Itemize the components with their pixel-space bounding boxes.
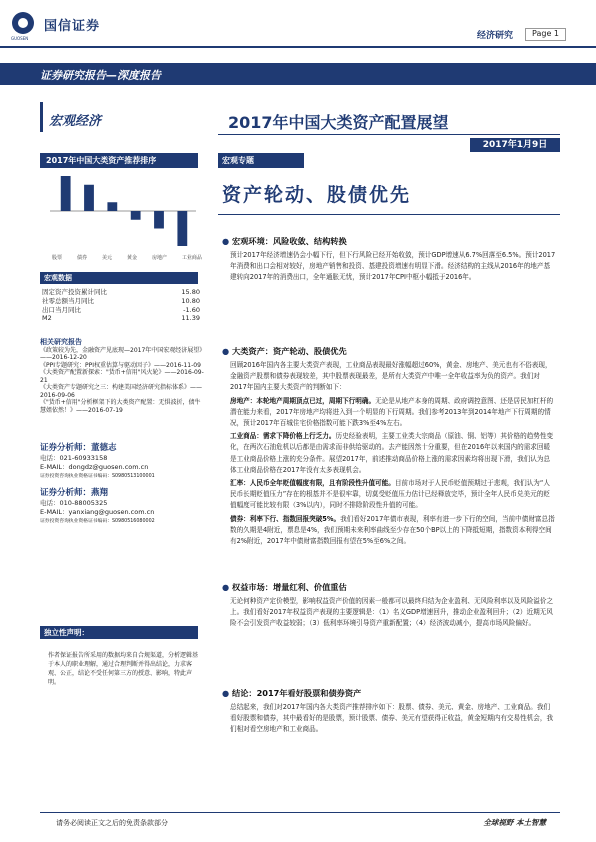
analyst-phone: 电话：010-88005325	[40, 499, 108, 507]
analyst-card	[40, 442, 205, 481]
paragraph-text: 历史经验表明，主要工业类大宗商品（原油、铜、铝等）其价格的趋势性变化，在两次石油危机以后都是由需求而非供给驱动的。去产能因然十分重要，但在2016年以来国内的需求回暖是工业商品价格上涨的充分条件。展望2017年，前述推动商品价格上涨的需求因素均将出现下滑，我们认为总体工业商品价格在2017年没有太多表现机会。	[230, 432, 554, 474]
paragraph-lead: 汇率：人民币全年贬值幅度有限，且有阶段性升值可能。	[230, 479, 395, 488]
footer-slogan: 全球视野 本土智慧	[483, 818, 546, 827]
tick-label: 黄金	[126, 255, 137, 261]
main-rule	[218, 214, 560, 215]
paragraph	[230, 360, 556, 394]
paragraph	[230, 596, 556, 630]
section-body	[230, 702, 556, 738]
paragraph	[230, 478, 556, 512]
paragraph	[230, 702, 556, 736]
related-report-link[interactable]: 《"货币+信用"分析框架下的大类资产配置：无惧波折，债牛慧姐依然！》——2016-07-19	[40, 399, 201, 414]
paragraph-lead: 债券：利率下行、指数回报突破5%。	[230, 514, 341, 523]
paragraph	[230, 250, 556, 284]
page-number: Page 1	[525, 28, 566, 41]
analyst-email[interactable]: E-MAIL：dongdz@guosen.com.cn	[40, 463, 149, 471]
series-label: 证券研究报告—深度报告	[40, 69, 161, 82]
bar-房地产	[154, 211, 164, 229]
tick-label: 工业商品	[181, 255, 202, 261]
row-value: -1.60	[183, 305, 200, 314]
bullet-icon: ●	[222, 346, 232, 356]
section-heading-text: 大类资产：资产轮动、股债优先	[232, 346, 347, 356]
paragraph-text: 总结起来，我们对2017年国内各大类资产推荐排序如下：股票、债券、美元、黄金、房地产、工业商品。我们看好股票和债券，其中最看好的是股票，预计股票、债券、美元有望获得正收益，黄金短期内有交易性机会，我们相对看空房地产和工业商品。	[230, 703, 554, 734]
paragraph-lead: 工业商品：需求下降价格上行乏力。	[230, 432, 336, 441]
tick-label: 债券	[76, 255, 87, 261]
header-rule	[0, 46, 596, 48]
related-title: 相关研究报告	[40, 338, 82, 346]
category-box	[40, 102, 203, 132]
topic-tag: 宏观专题	[218, 153, 304, 168]
paragraph	[230, 514, 556, 548]
bullet-icon: ●	[222, 688, 232, 698]
footer-rule	[40, 812, 560, 813]
data-title: 宏观数据	[40, 272, 198, 284]
row-value: 15.80	[181, 288, 200, 296]
table-row	[42, 306, 200, 315]
section-heading-text: 权益市场：增量红利、价值重估	[232, 582, 347, 592]
related-report-link[interactable]: 《大类资产配置新探索："货币+信用"风火轮》——2016-09-21	[40, 369, 204, 384]
logo-text: 国信证券	[44, 19, 101, 34]
table-row	[42, 314, 200, 323]
title-rule	[218, 134, 560, 135]
section-body	[230, 250, 556, 286]
paragraph-text: 目前市场对于人民币贬值预期过于悲观，我们认为“人民币长期贬值压力”存在的根基并不是很牢靠，切莫受贬值压力估计已经释放完毕，预计全年人民币兑美元的贬值幅度可能比较有限（3%以内），同时不排除阶段性升值的可能。	[230, 479, 550, 510]
analyst-name: 证券分析师：燕翔	[40, 488, 109, 498]
analyst-cert: 证券投资咨询执业资格证书编码：S0980513100001	[40, 474, 155, 479]
table-row	[42, 297, 200, 306]
paragraph-text: 回顾2016年国内各主要大类资产表现，工业商品表现最好涨幅超过60%，黄金、房地产、美元也有不俗表现，金融资产股票和债券表现较差，其中股票表现最差，是所有大类资产中唯一全年收益率为负的资产。我们对2017年国内主要大类资产的判断如下：	[230, 361, 552, 392]
bullet-icon: ●	[222, 236, 232, 246]
series-bar	[0, 63, 596, 85]
row-value: 10.80	[181, 296, 200, 305]
tick-label: 股票	[52, 255, 63, 261]
logo-icon	[12, 12, 34, 34]
analyst-card	[40, 487, 205, 526]
section-heading-text: 结论：2017年看好股票和债券资产	[232, 688, 362, 698]
report-date: 2017年1月9日	[470, 138, 560, 152]
disclaimer-body: 作者保证报告所采用的数据均来自合规渠道，分析逻辑基于本人的职业理解，通过合理判断并得出结论，力求客观、公正，结论不受任何第三方的授意、影响，特此声明。	[48, 652, 199, 686]
paragraph	[230, 431, 556, 476]
paragraph-text: 预计2017年经济增速仍会小幅下行，但下行风险已经开始收敛，预计GDP增速从6.7%回落至6.5%。预计2017年消费和出口会相对较好，房地产销售和投资、基建投资增速有明显下滑。经济结构的主线从2016年的地产基建转向2017年的消费出口，全年通胀无忧，预计2017年CPI中枢小幅抵于2016年。	[230, 251, 556, 282]
bar-工业商品	[177, 211, 187, 246]
row-label: 社零总额当月同比	[42, 296, 94, 305]
paragraph-text: 无论是从地产本身的周期、政府调控意图、还是居民加杠杆的潜在能力来看，2017年房地产均将进入到一个明显的下行周期。我们参考2013年到2014年地产下行周期的情况，预计2017年百城住宅价格指数可能下跌3%至4%左右。	[230, 396, 554, 428]
paragraph-lead: 房地产：本轮地产周期顶点已过，周期下行明确。	[230, 396, 376, 405]
row-label: 固定资产投资累计同比	[42, 288, 107, 296]
related-report-link[interactable]: 《大类资产专题研究之三：构建美国经济研究指标体系》——2016-09-06	[40, 384, 203, 399]
analyst-email[interactable]: E-MAIL：yanxiang@guosen.com.cn	[40, 508, 155, 516]
section-heading-text: 宏观环境：风险收敛、结构转换	[232, 236, 347, 246]
section-heading	[222, 346, 347, 357]
section-body	[230, 360, 556, 549]
section-body	[230, 596, 556, 632]
analyst-name: 证券分析师：董德志	[40, 443, 117, 453]
bar-黄金	[131, 211, 141, 220]
analysts	[40, 442, 205, 526]
related-report-link[interactable]: 《PPI专题研究：PPI权重估算与驱动因子》——2016-11-09	[40, 361, 201, 369]
disclaimer-title: 独立性声明：	[40, 626, 198, 639]
bullet-icon: ●	[222, 582, 232, 592]
related-reports	[40, 339, 205, 414]
related-report-link[interactable]: 《政策较为先，金融资产见底现—2017年中国宏观经济展望》——2016-12-20	[40, 346, 203, 361]
macro-data-table	[42, 288, 200, 323]
paragraph-text: 我们看好2017年债市表现，利率有进一步下行的空间，当前中债财富总指数的久期是4附近，票息是4%，我们预期未来利率曲线至少存在50个BP以上的下降抵短期，指数资本利得空间有2%附近，2017年中债财富指数回报有望在5%至6%之间。	[230, 514, 555, 546]
chart-category-labels	[52, 254, 202, 261]
footer-disclaimer: 请务必阅读正文之后的免责条款部分	[56, 819, 168, 827]
main-title: 资产轮动、股债优先	[222, 184, 412, 206]
header-meta	[477, 28, 566, 41]
rank-chart	[44, 172, 200, 264]
header-tag: 经济研究	[476, 31, 513, 41]
paragraph-text: 无论何种资产定价模型，影响权益资产价值的因素一般都可以最终归结为企业盈利、无风险利率以及风险溢价之上。我们看好2017年权益资产表现的主要逻辑是：（1）名义GDP增速回升，推动企业盈利回升；（2）近期无风险不会引发资产收益较弱；（3）低利率环境引导资产重新配置；（4）经济波动减小，提高市场风险偏好。	[230, 597, 554, 628]
category-label: 宏观经济	[49, 114, 102, 129]
section-heading	[222, 236, 347, 247]
row-label: 出口当月同比	[42, 305, 81, 314]
analyst-phone: 电话：021-60933158	[40, 454, 108, 462]
bar-债券	[84, 185, 94, 211]
paragraph	[230, 396, 556, 430]
section-heading	[222, 688, 361, 699]
rank-title: 2017年中国大类资产推荐排序	[40, 153, 198, 168]
section-heading	[222, 582, 347, 593]
tick-label: 美元	[101, 255, 112, 261]
row-value: 11.39	[181, 314, 200, 323]
analyst-cert: 证券投资咨询执业资格证书编码：S0980516080002	[40, 519, 155, 524]
report-title: 2017年中国大类资产配置展望	[228, 113, 449, 132]
table-row	[42, 288, 200, 297]
bar-股票	[61, 176, 71, 211]
bar-美元	[107, 202, 117, 211]
row-label: M2	[42, 314, 52, 323]
logo-subtext: GUOSEN	[11, 36, 29, 41]
tick-label: 房地产	[151, 255, 167, 261]
